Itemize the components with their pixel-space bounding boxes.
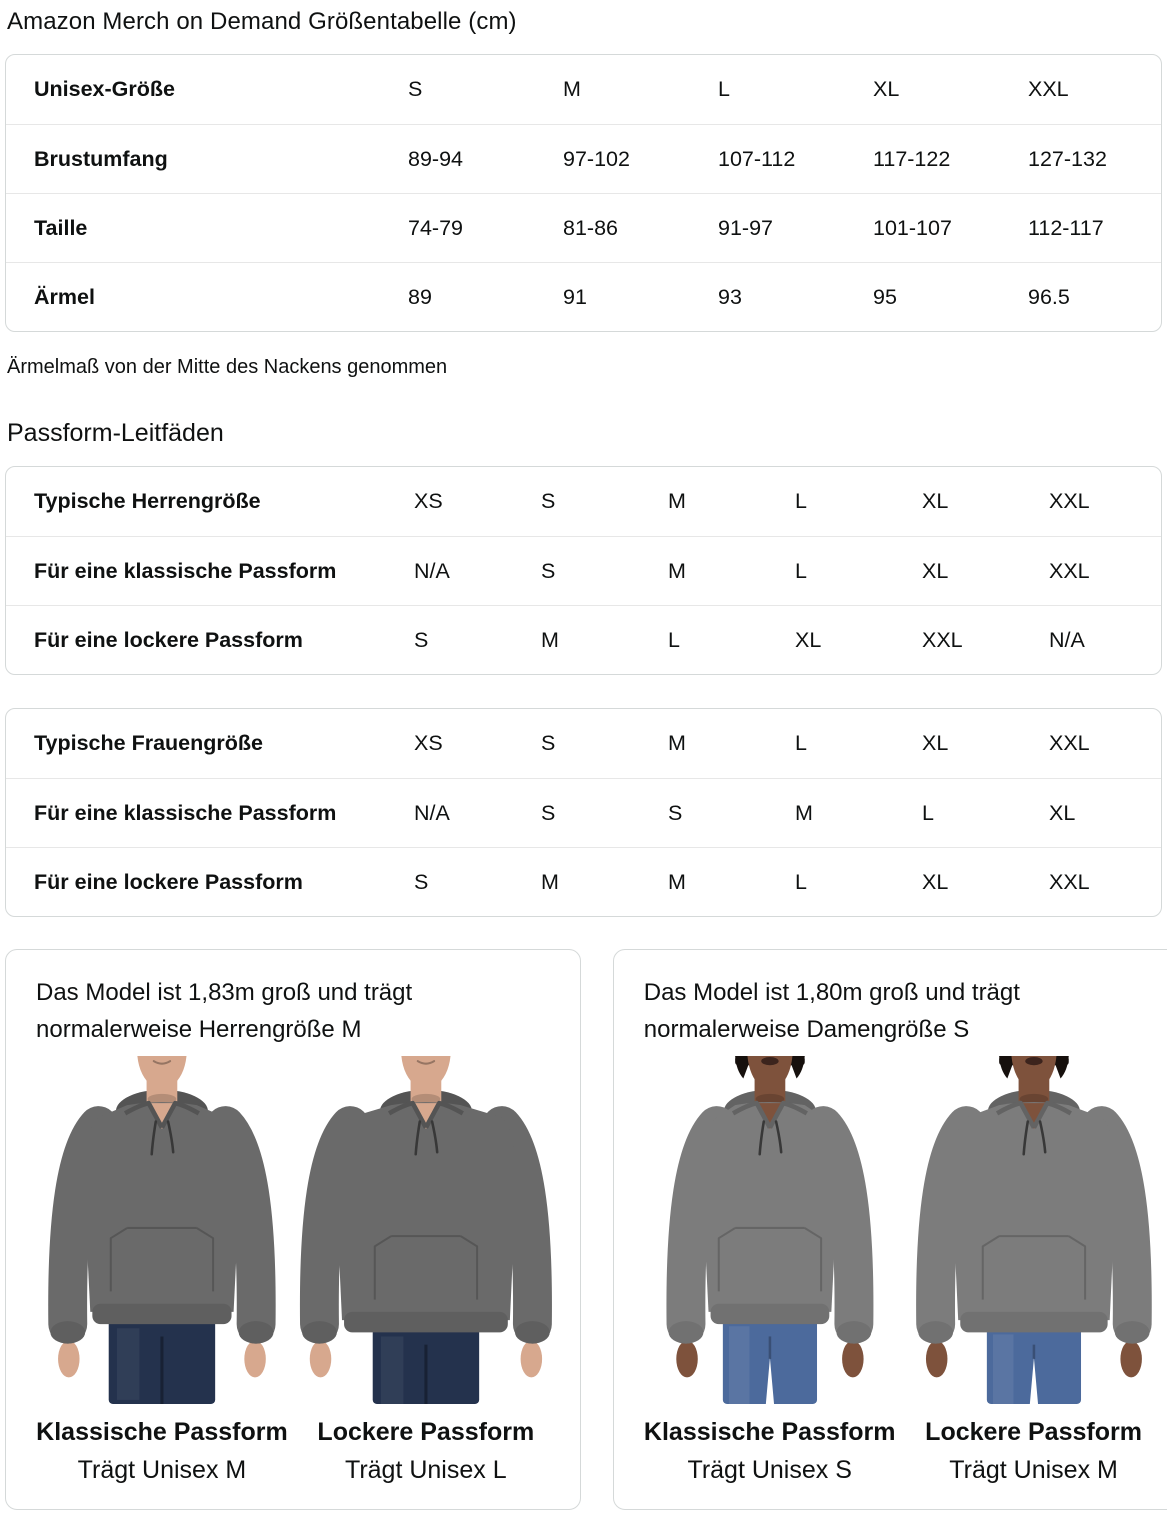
table-row [6,467,1161,536]
table-row [6,262,1161,331]
table-row [6,536,1161,605]
size-cell: 127-132 [1028,146,1107,171]
size-cell: XXL [1049,558,1090,583]
size-cell: L [795,731,807,755]
size-cell: 101-107 [873,215,952,240]
female-model-loose-fit-hoodie-photo [906,1056,1162,1404]
model-description: Das Model ist 1,80m groß und trägt normalerweise Damengröße S [643,979,1020,1044]
table-row [6,778,1161,847]
size-cell: 89 [408,284,432,309]
size-cell: S [414,869,429,894]
size-cell: XL [795,627,822,652]
row-label: Ärmel [34,284,95,309]
fit-subcaption: Trägt Unisex M [77,1456,247,1485]
size-cell: M [795,800,813,825]
size-cell: S [541,558,556,583]
size-cell: S [408,77,423,101]
size-cell: XXL [1049,489,1090,513]
size-cell: S [414,627,429,652]
size-cell: M [541,869,559,894]
row-label: Für eine lockere Passform [34,869,303,894]
row-label: Typische Herrengröße [34,489,261,513]
size-cell: 95 [873,284,897,309]
size-cell: XXL [1049,869,1090,894]
size-cell: 81-86 [563,215,618,240]
size-cell: M [668,731,686,755]
womens-model-card [613,949,1167,1510]
female-model-classic-fit-hoodie-photo [642,1056,898,1404]
fit-figure [642,1056,898,1485]
page-title: Amazon Merch on Demand Größentabelle (cm) [7,8,517,35]
size-cell: 97-102 [563,146,630,171]
size-cell: S [541,800,556,825]
size-cell: L [795,869,807,894]
size-cell: XL [922,489,949,513]
size-cell: XS [414,489,443,513]
size-cell: L [668,627,680,652]
size-cell: XXL [922,627,963,652]
size-cell: 117-122 [873,146,951,171]
size-cell: L [922,800,934,825]
size-cell: N/A [414,558,450,583]
size-cell: XL [1049,800,1076,825]
size-cell: N/A [414,800,450,825]
mens-fit-table [5,466,1162,675]
size-cell: XL [922,558,949,583]
row-label: Typische Frauengröße [34,731,263,755]
row-label: Unisex-Größe [34,77,175,101]
row-label: Für eine klassische Passform [34,558,337,583]
table-row [6,847,1161,916]
model-cards [5,949,1162,1510]
fit-caption: Klassische Passform [643,1418,896,1447]
womens-fit-table [5,708,1162,917]
size-cell: 74-79 [408,215,463,240]
size-cell: S [541,489,556,513]
size-cell: XL [922,731,949,755]
fit-figure [906,1056,1162,1485]
row-label: Für eine lockere Passform [34,627,303,652]
fit-figure [34,1056,290,1485]
size-cell: 91-97 [718,215,773,240]
table-row [6,709,1161,778]
figures-row [642,1056,1162,1485]
row-label: Brustumfang [34,146,168,171]
size-cell: L [795,558,807,583]
fit-figure [298,1056,554,1485]
table-row [6,605,1161,674]
unisex-size-table [5,54,1162,332]
fit-caption: Lockere Passform [925,1418,1142,1447]
fit-subcaption: Trägt Unisex L [344,1456,507,1485]
size-cell: XXL [1049,731,1090,755]
size-cell: L [718,77,730,101]
mens-model-card [5,949,581,1510]
size-cell: M [668,558,686,583]
size-cell: M [668,489,686,513]
size-cell: 112-117 [1028,215,1104,240]
table-row [6,124,1161,193]
male-model-loose-fit-hoodie-photo [298,1056,554,1404]
size-cell: XL [873,77,900,101]
sleeve-measure-note: Ärmelmaß von der Mitte des Nackens genommen [7,356,448,378]
size-cell: 89-94 [408,146,463,171]
row-label: Taille [34,215,88,240]
size-cell: 107-112 [718,146,796,171]
size-cell: S [668,800,683,825]
table-row [6,193,1161,262]
size-cell: M [541,627,559,652]
size-cell: S [541,731,556,755]
size-cell: L [795,489,807,513]
size-cell: 96.5 [1028,284,1070,309]
fit-caption: Klassische Passform [36,1418,288,1447]
size-cell: M [563,77,581,101]
fit-subcaption: Trägt Unisex M [949,1456,1118,1485]
model-description: Das Model ist 1,83m groß und trägt normalerweise Herrengröße M [36,979,413,1044]
figures-row [34,1056,554,1485]
size-cell: 91 [563,284,587,309]
male-model-classic-fit-hoodie-photo [34,1056,290,1404]
fit-subcaption: Trägt Unisex S [687,1456,852,1485]
table-row [6,55,1161,124]
size-cell: XS [414,731,443,755]
fit-caption: Lockere Passform [317,1418,535,1447]
row-label: Für eine klassische Passform [34,800,337,825]
size-cell: XL [922,869,949,894]
size-cell: XXL [1028,77,1069,101]
size-cell: M [668,869,686,894]
size-cell: N/A [1049,627,1085,652]
fit-guides-heading: Passform-Leitfäden [7,419,224,447]
size-cell: 93 [718,284,742,309]
